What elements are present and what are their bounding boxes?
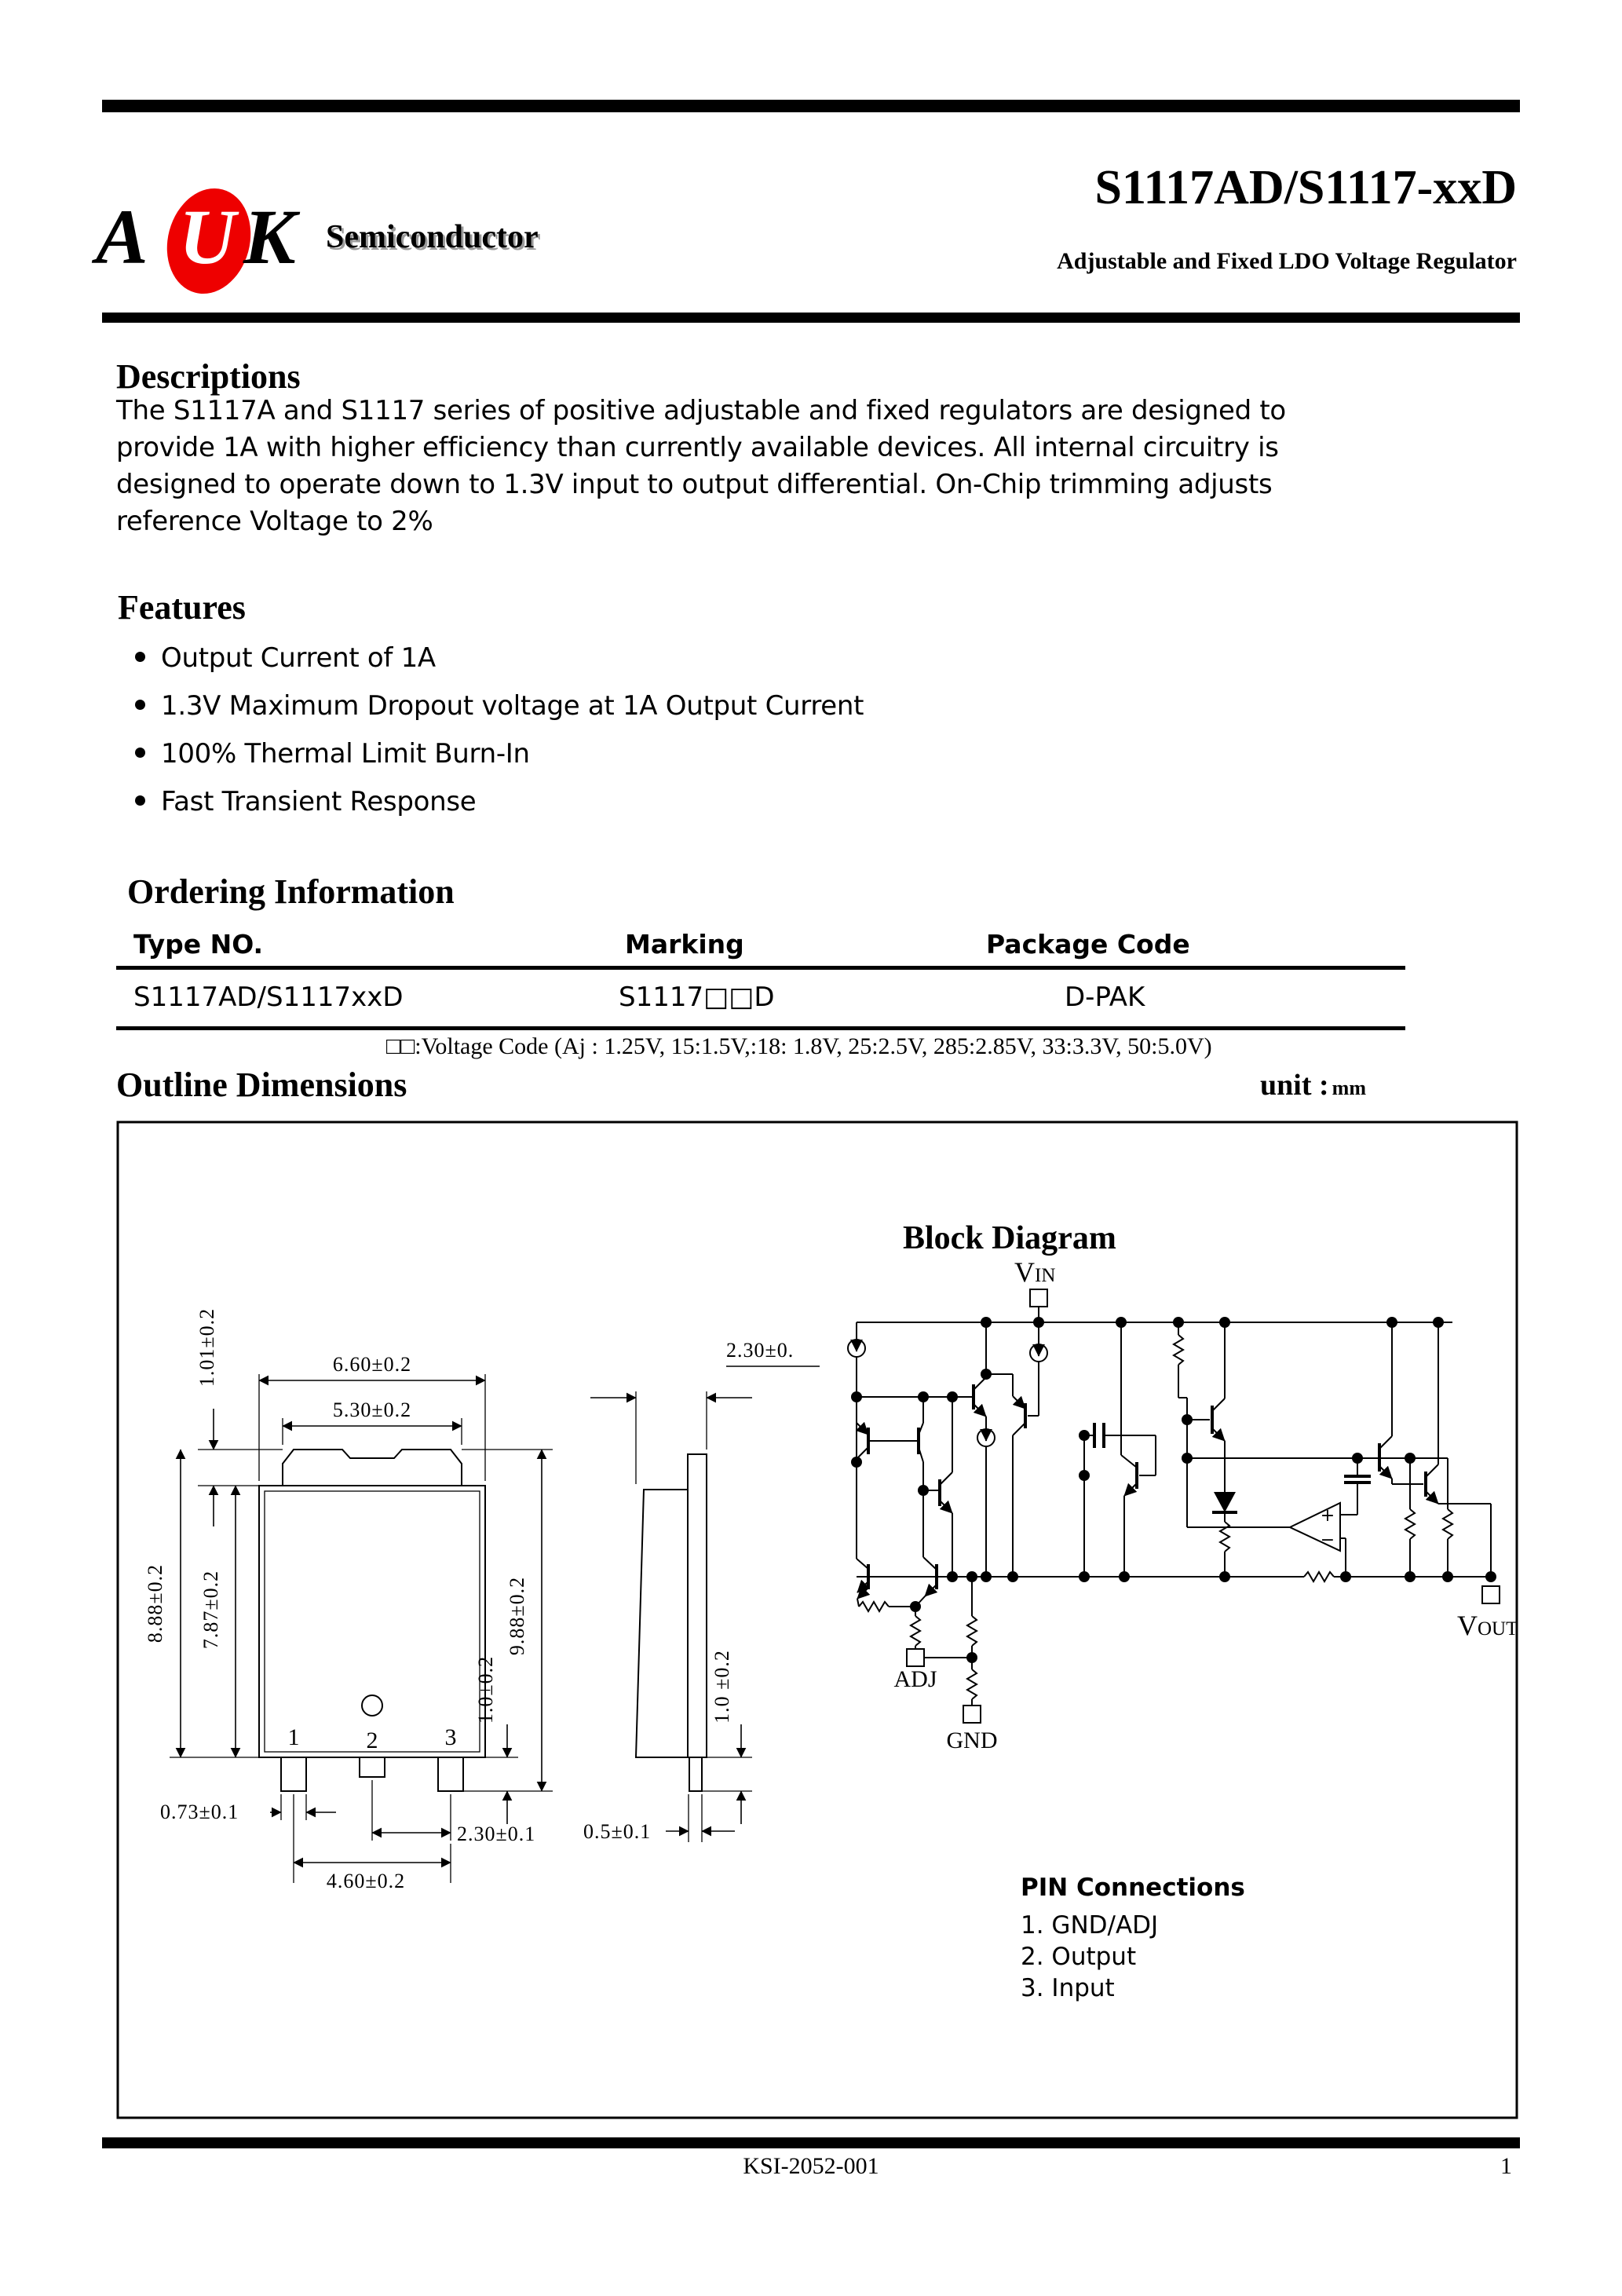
mounting-dimple	[362, 1695, 382, 1716]
vout-label-sub: OUT	[1478, 1618, 1518, 1640]
adj-pad	[907, 1649, 924, 1666]
vout-label: V	[1457, 1610, 1478, 1641]
features-list	[135, 642, 864, 834]
feature-item	[135, 738, 864, 786]
outline-box-border	[118, 1122, 1517, 2118]
adj-label: ADJ	[893, 1666, 937, 1692]
features-heading: Features	[118, 588, 246, 627]
unit-value: mm	[1332, 1077, 1366, 1099]
pin-2	[360, 1757, 385, 1777]
dim-pin-width: 0.73±0.1	[160, 1801, 239, 1823]
vin-label: V	[1014, 1256, 1035, 1288]
unit-label: unit :	[1260, 1069, 1329, 1102]
dim-pin-span: 4.60±0.2	[326, 1870, 406, 1892]
outline-heading: Outline Dimensions	[116, 1066, 407, 1104]
pin-1	[281, 1757, 306, 1791]
dim-pin-thickness: 0.5±0.1	[583, 1820, 652, 1843]
vin-label-sub: IN	[1035, 1265, 1056, 1286]
pin-3	[438, 1757, 463, 1791]
top-rule	[102, 100, 1520, 112]
block-diagram	[848, 1220, 1518, 1753]
rail-resistor	[1304, 1572, 1334, 1581]
dim-thickness: 2.30±0.	[726, 1339, 795, 1362]
descriptions-line: The S1117A and S1117 series of positive adjustable and fixed regulators are designed to	[116, 395, 1286, 426]
descriptions-heading: Descriptions	[116, 357, 301, 396]
feature-text: 100% Thermal Limit Burn-In	[161, 738, 530, 770]
pin-connection-item: 1. GND/ADJ	[1021, 1911, 1159, 1940]
descriptions-line: provide 1A with higher efficiency than currently available devices. All internal circuitry is	[116, 432, 1279, 463]
cell-type-no: S1117AD/S1117xxD	[133, 982, 404, 1013]
dim-pin-pitch: 2.30±0.1	[457, 1823, 536, 1845]
feature-text: 1.3V Maximum Dropout voltage at 1A Output Current	[161, 690, 864, 722]
header-rule	[102, 313, 1520, 323]
pin-number-3: 3	[444, 1724, 457, 1750]
feature-item	[135, 690, 864, 738]
feature-item	[135, 642, 864, 690]
auk-logo-letter-a: A	[96, 193, 148, 280]
junction-dots	[851, 1317, 1496, 1663]
unit-note	[1260, 1068, 1366, 1102]
pin-number-1: 1	[287, 1724, 300, 1750]
dim-side-pin-length: 1.0 ±0.2	[711, 1650, 733, 1724]
pin-connections-heading: PIN Connections	[1021, 1874, 1245, 1902]
opamp-plus: +	[1320, 1506, 1335, 1526]
dpak-side-view	[583, 1339, 820, 1843]
dim-height-body: 7.87±0.2	[199, 1570, 222, 1650]
diode-icon	[1214, 1492, 1236, 1512]
vin-pad	[1030, 1289, 1047, 1307]
dim-height-total: 8.88±0.2	[144, 1563, 166, 1643]
dim-width-outer: 6.60±0.2	[332, 1353, 412, 1376]
gnd-pad	[963, 1706, 981, 1723]
pin-connection-item: 2. Output	[1021, 1943, 1137, 1971]
cell-package: D-PAK	[1065, 982, 1145, 1013]
feature-item	[135, 786, 864, 834]
descriptions-line: designed to operate down to 1.3V input to output differential. On-Chip trimming adjusts	[116, 469, 1273, 500]
brand-name: Semiconductor	[326, 219, 539, 255]
pin-number-2: 2	[366, 1727, 378, 1753]
footer-page-number: 1	[1500, 2153, 1512, 2179]
descriptions-line: reference Voltage to 2%	[116, 506, 433, 537]
pin-connection-item: 3. Input	[1021, 1974, 1115, 2002]
page-subtitle: Adjustable and Fixed LDO Voltage Regulator	[1057, 248, 1517, 274]
bullet-icon	[135, 700, 145, 710]
cell-marking: S1117□□D	[619, 982, 775, 1013]
outline-dimensions-figure	[116, 1121, 1518, 2120]
pin-connections	[1021, 1874, 1245, 2004]
opamp-minus: −	[1320, 1530, 1335, 1550]
footer-doc-number: KSI-2052-001	[743, 2153, 879, 2179]
gnd-label: GND	[946, 1727, 998, 1753]
descriptions-body	[116, 393, 1498, 540]
dim-pin-length: 1.0±0.2	[474, 1655, 497, 1724]
table-rule-bottom	[116, 1026, 1405, 1030]
block-diagram-title: Block Diagram	[903, 1220, 1116, 1256]
dim-height-overall: 9.88±0.2	[506, 1576, 528, 1656]
bullet-icon	[135, 652, 145, 662]
voltage-code-note: □□:Voltage Code (Aj : 1.25V, 15:1.5V,:18: 1.8V, 25:2.5V, 285:2.85V, 33:3.3V, 50:5.0V)	[386, 1033, 1212, 1059]
bullet-icon	[135, 748, 145, 758]
vout-pad	[1482, 1586, 1500, 1603]
auk-logo-letter-k: K	[243, 193, 296, 280]
table-rule-top	[116, 966, 1405, 970]
col-header-type: Type NO.	[133, 929, 264, 960]
dim-tab-height: 1.01±0.2	[195, 1307, 218, 1387]
feature-text: Output Current of 1A	[161, 642, 436, 674]
dpak-front-view	[144, 1308, 553, 1892]
feature-text: Fast Transient Response	[161, 786, 477, 817]
col-header-marking: Marking	[625, 929, 744, 960]
ordering-heading: Ordering Information	[127, 872, 455, 911]
page-title: S1117AD/S1117-xxD	[1094, 161, 1517, 214]
bullet-icon	[135, 795, 145, 806]
col-header-package: Package Code	[986, 929, 1190, 960]
dim-width-inner: 5.30±0.2	[332, 1398, 412, 1421]
side-pin	[689, 1757, 702, 1791]
auk-logo-letter-u: U	[179, 193, 236, 280]
footer-rule	[102, 2137, 1520, 2148]
